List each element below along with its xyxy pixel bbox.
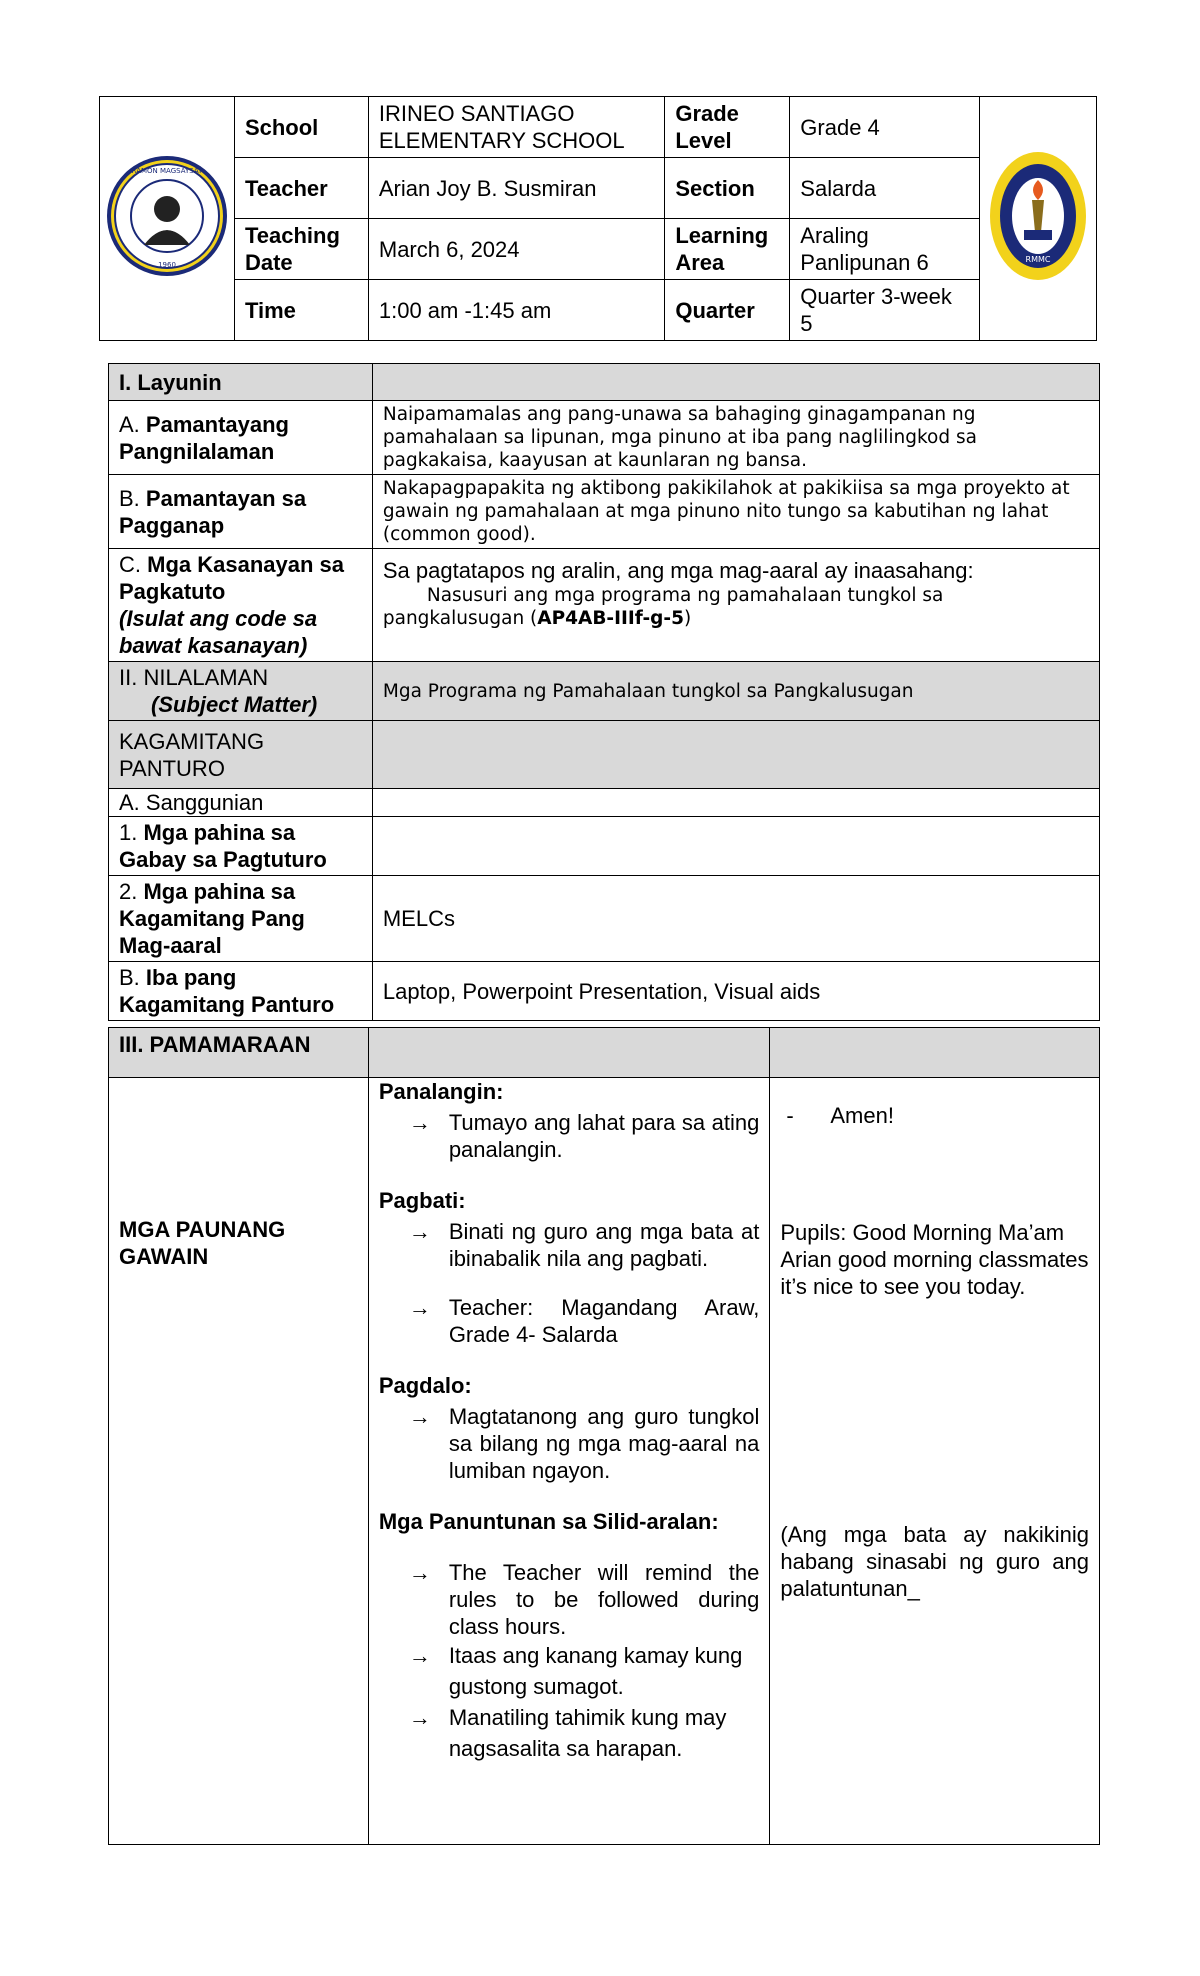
list-item: → Itaas ang kanang kamay kung gustong sumagot. — [379, 1640, 760, 1702]
kasanayan-intro: Sa pagtatapos ng aralin, ang mga mag-aaral ay inaasahang: — [382, 558, 974, 583]
kagamitang-pang-label: Mga pahina sa Kagamitang Pang Mag-aaral — [119, 879, 305, 958]
gabay-label-cell: 1. Mga pahina sa Gabay sa Pagtuturo — [109, 817, 373, 876]
layunin-empty — [372, 364, 1099, 401]
kagamitan-heading: KAGAMITANG PANTURO — [109, 721, 373, 789]
kasanayan-value-cell: Sa pagtatapos ng aralin, ang mga mag-aaral ay inaasahang: Nasusuri ang mga programa ng pamahalaan tungkol sa pangkalusugan (AP4AB-IIIf-g-5) — [372, 549, 1099, 662]
section-label: Section — [665, 158, 790, 219]
header-table — [99, 96, 1097, 341]
pamamaraan-heading: III. PAMAMARAAN — [109, 1028, 369, 1078]
section-value: Salarda — [790, 158, 980, 219]
arrow-icon: → — [408, 1643, 431, 1668]
iba-pang-label-cell: B. Iba pang Kagamitang Panturo — [109, 962, 373, 1021]
dash-icon: - — [786, 1103, 794, 1128]
list-item: → Binati ng guro ang mga bata at ibinabalik nila ang pagbati. — [379, 1218, 760, 1272]
procedure-table — [108, 1027, 1100, 1845]
kagamitang-pang-label-cell: 2. Mga pahina sa Kagamitang Pang Mag-aaral — [109, 876, 373, 962]
pagganap-label: Pamantayan sa Pagganap — [119, 485, 307, 538]
pamantayang-label: Pamantayang Pangnilalaman — [119, 411, 289, 464]
paunang-gawain-label: MGA PAUNANG GAWAIN — [109, 1078, 369, 1845]
time-value: 1:00 am -1:45 am — [368, 280, 664, 341]
area-label: Learning Area — [665, 219, 790, 280]
seal-text-icon: RAMON MAGSAYSAY — [131, 166, 203, 175]
quarter-label: Quarter — [665, 280, 790, 341]
kasanayan-note: (Isulat ang code sa bawat kasanayan) — [119, 606, 318, 658]
svg-text:RMMC: RMMC — [1025, 254, 1051, 264]
pagganap-label-cell: B. Pamantayan sa Pagganap — [109, 475, 373, 549]
list-item: → Teacher: Magandang Araw, Grade 4- Salarda — [379, 1294, 760, 1348]
gabay-empty — [372, 817, 1099, 876]
teacher-value: Arian Joy B. Susmiran — [368, 158, 664, 219]
pamamaraan-empty-2 — [770, 1028, 1100, 1078]
pamamaraan-empty-1 — [368, 1028, 770, 1078]
arrow-icon: → — [408, 1705, 431, 1730]
iba-pang-label: Iba pang Kagamitang Panturo — [119, 965, 335, 1017]
objectives-table — [108, 363, 1100, 1021]
grade-value: Grade 4 — [790, 97, 980, 158]
activities-cell — [368, 1078, 770, 1845]
responses-cell — [770, 1078, 1100, 1845]
arrow-icon: → — [408, 1110, 431, 1135]
date-value: March 6, 2024 — [368, 219, 664, 280]
kasanayan-label: Mga Kasanayan sa Pagkatuto — [119, 552, 344, 604]
arrow-icon: → — [408, 1219, 431, 1244]
list-item: → Magtatanong ang guro tungkol sa bilang ng mga mag-aaral na lumiban ngayon. — [379, 1403, 760, 1484]
nilalaman-value: Mga Programa ng Pamahalaan tungkol sa Pangkalusugan — [372, 662, 1099, 721]
area-value: Araling Panlipunan 6 — [790, 219, 980, 280]
pagbati-heading: Pagbati: — [378, 1188, 466, 1213]
kasanayan-label-cell: C. Mga Kasanayan sa Pagkatuto (Isulat ang code sa bawat kasanayan) — [109, 549, 373, 662]
time-label: Time — [234, 280, 368, 341]
school-value: IRINEO SANTIAGO ELEMENTARY SCHOOL — [368, 97, 664, 158]
nilalaman-cell — [109, 662, 373, 721]
list-item: → The Teacher will remind the rules to be followed during class hours. — [379, 1559, 760, 1640]
rules-response: (Ang mga bata ay nakikinig habang sinasabi ng guro ang palatuntunan_ — [780, 1522, 1089, 1601]
pagganap-value: Nakapagpapakita ng aktibong pakikilahok at pakikiisa sa mga proyekto at gawain ng pamahalaan at mga pinuno nito tungo sa kabutihan ng lahat (common good). — [372, 475, 1099, 549]
svg-text:1960: 1960 — [158, 260, 176, 269]
list-item: → Manatiling tahimik kung may nagsasalita sa harapan. — [379, 1702, 760, 1764]
date-label: Teaching Date — [234, 219, 368, 280]
greeting-response: Pupils: Good Morning Ma’am Arian good morning classmates it’s nice to see you today. — [780, 1220, 1089, 1299]
amen-response: Amen! — [830, 1103, 894, 1128]
kagamitan-empty — [372, 721, 1099, 789]
grade-label: Grade Level — [665, 97, 790, 158]
arrow-icon: → — [408, 1295, 431, 1320]
sanggunian-empty — [372, 789, 1099, 817]
list-item: → Tumayo ang lahat para sa ating panalangin. — [379, 1109, 760, 1163]
panalangin-heading: Panalangin: — [378, 1079, 504, 1104]
iba-pang-value: Laptop, Powerpoint Presentation, Visual aids — [372, 962, 1099, 1021]
teacher-label: Teacher — [234, 158, 368, 219]
panuntunan-heading: Mga Panuntunan sa Silid-aralan: — [378, 1509, 719, 1534]
pamantayang-label-cell: A. Pamantayang Pangnilalaman — [109, 401, 373, 475]
arrow-icon: → — [408, 1560, 431, 1585]
pamantayang-value: Naipamamalas ang pang-unawa sa bahaging ginagampanan ng pamahalaan sa lipunan, mga pinuno at iba pang naglilingkod sa pagkakaisa, kaayusan at kaunlaran ng bansa. — [372, 401, 1099, 475]
quarter-value: Quarter 3-week 5 — [790, 280, 980, 341]
gabay-label: Mga pahina sa Gabay sa Pagtuturo — [119, 820, 327, 872]
school-logo-cell — [100, 97, 235, 341]
nilalaman-heading: II. NILALAMAN — [119, 665, 269, 690]
kasanayan-code: AP4AB-IIIf-g-5 — [537, 608, 684, 629]
school-label: School — [234, 97, 368, 158]
layunin-heading: I. Layunin — [109, 364, 373, 401]
pagdalo-heading: Pagdalo: — [378, 1373, 472, 1398]
melcs-value: MELCs — [372, 876, 1099, 962]
kasanayan-body: Nasusuri ang mga programa ng pamahalaan tungkol sa pangkalusugan ( — [382, 585, 944, 629]
rmmc-seal-logo — [104, 153, 230, 279]
arrow-icon: → — [408, 1404, 431, 1429]
sanggunian-label: A. Sanggunian — [109, 789, 373, 817]
cte-seal-logo — [988, 150, 1088, 282]
college-logo-cell — [980, 97, 1097, 341]
subject-matter-label: (Subject Matter) — [151, 692, 318, 717]
